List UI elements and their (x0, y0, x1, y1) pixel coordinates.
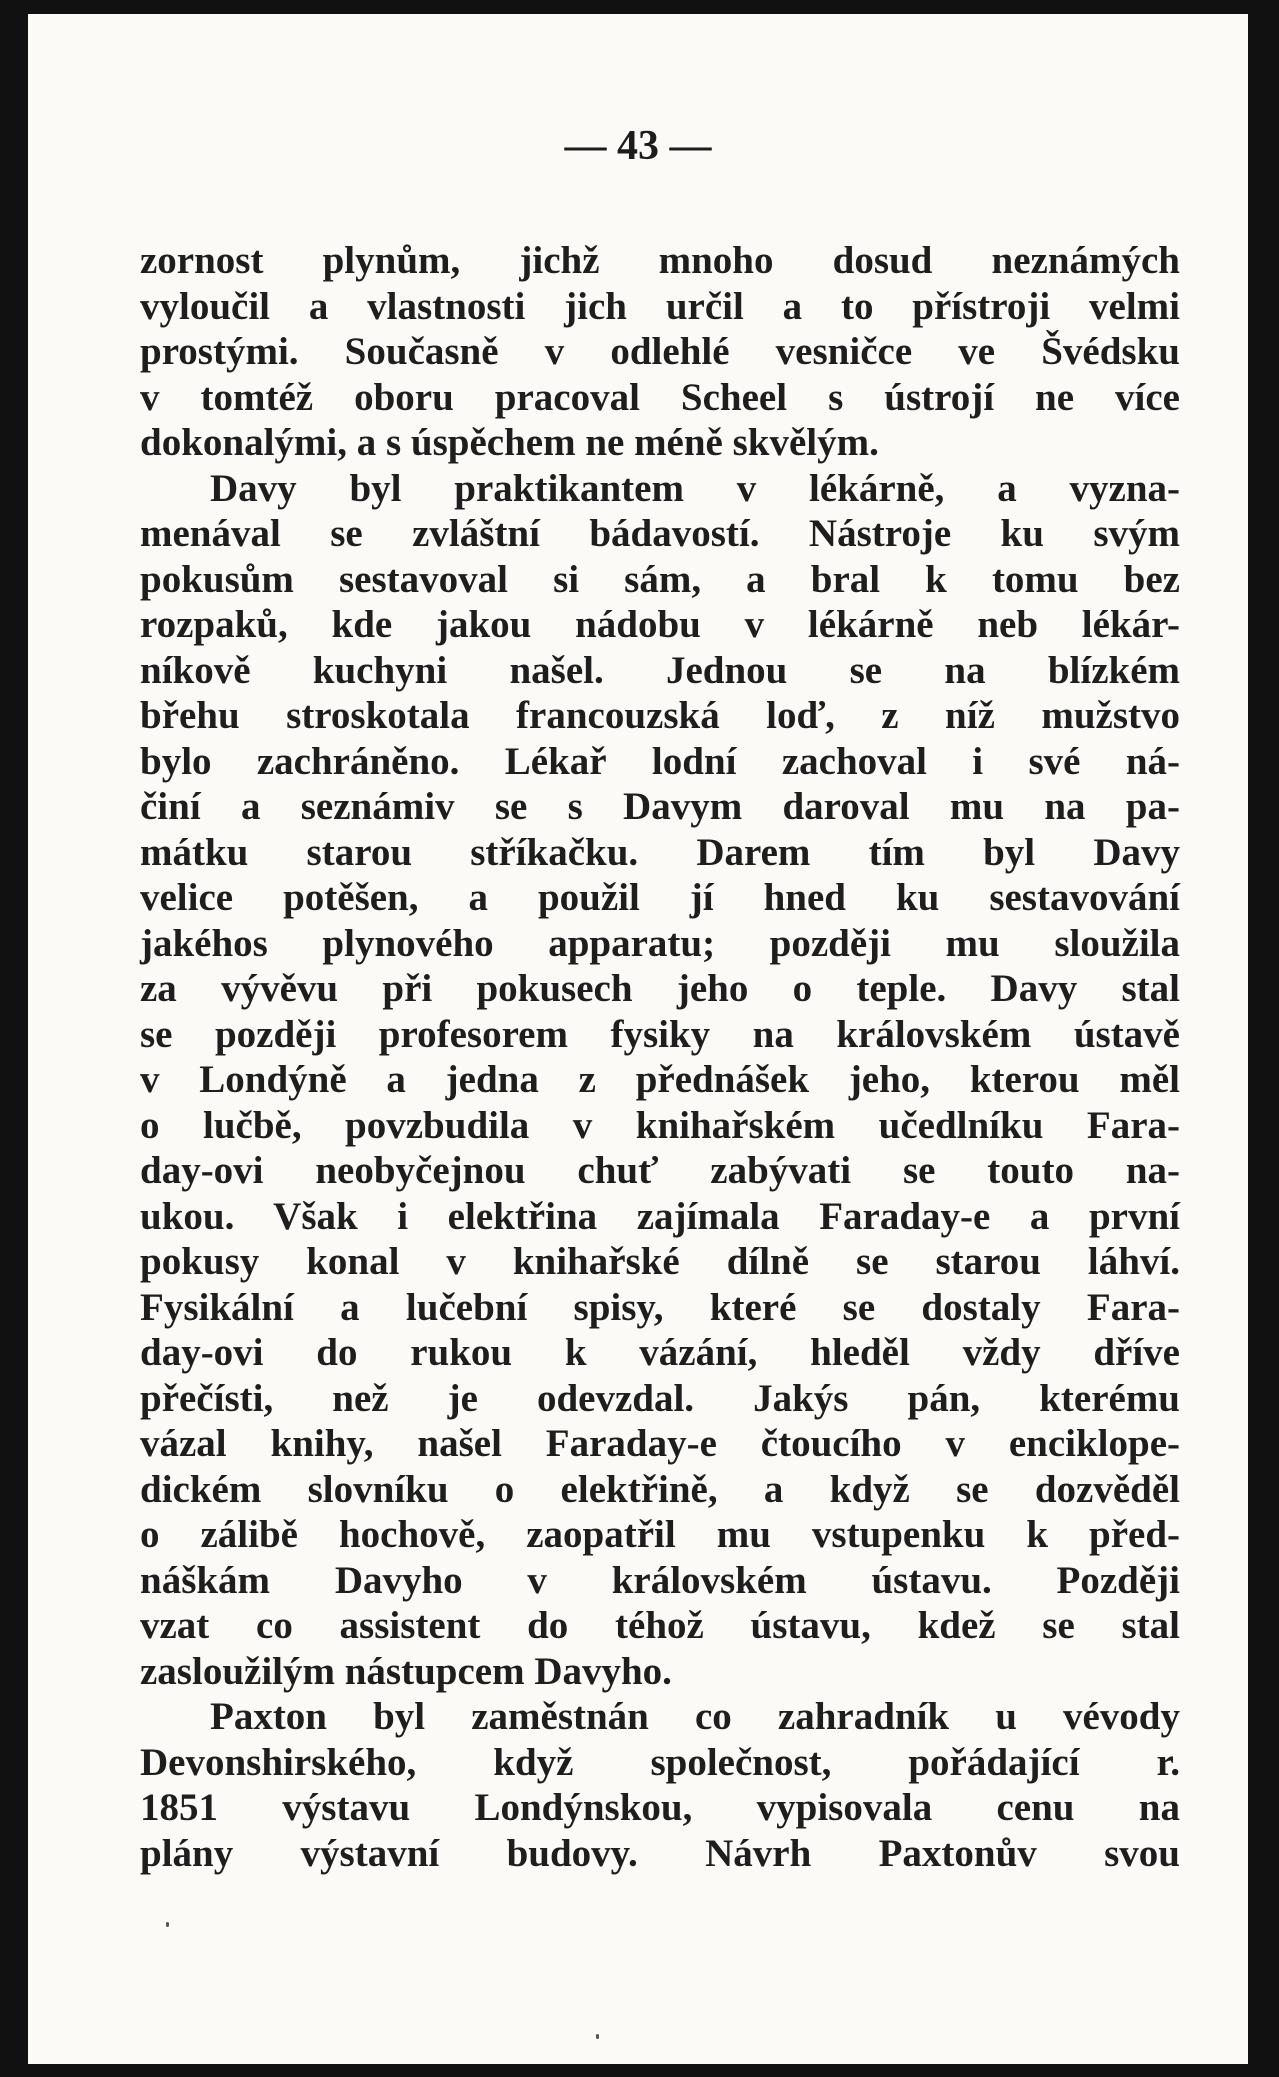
text-line: Fysikální a lučební spisy, které se dostaly Fara- (140, 1285, 1180, 1329)
text-line: Davy byl praktikantem v lékárně, a vyzna- (210, 466, 1180, 510)
text-line: o zálibě hochově, zaopatřil mu vstupenku k před- (140, 1513, 1180, 1556)
text-line: menával se zvláštní bádavostí. Nástroje ku svým (140, 512, 1180, 555)
text-line: dickém slovníku o elektřině, a když se dozvěděl (140, 1467, 1180, 1511)
text-line: 1851 výstavu Londýnskou, vypisovala cenu na (140, 1786, 1180, 1829)
text-line: jakéhos plynového apparatu; později mu sloužila (140, 921, 1180, 965)
text-line: činí a seznámiv se s Davym daroval mu na pa- (140, 785, 1180, 828)
text-line: pokusům sestavoval si sám, a bral k tomu bez (140, 557, 1180, 601)
text-line: přečísti, než je odevzdal. Jakýs pán, kterému (140, 1376, 1180, 1420)
text-line: v tomtéž oboru pracoval Scheel s ústrojí ne více (140, 375, 1180, 419)
book-page (28, 14, 1248, 2064)
text-line: Devonshirského, když společnost, pořádající r. (140, 1740, 1180, 1784)
text-line: dokonalými, a s úspěchem ne méně skvělým. (140, 421, 879, 464)
text-line: břehu stroskotala francouzská loď, z níž mužstvo (140, 694, 1180, 737)
text-line: zornost plynům, jichž mnoho dosud neznámých (140, 239, 1180, 282)
text-line: day-ovi do rukou k vázání, hleděl vždy dříve (140, 1331, 1180, 1374)
text-line: za vývěvu při pokusech jeho o teple. Davy stal (140, 967, 1180, 1010)
text-line: day-ovi neobyčejnou chuť zabývati se touto na- (140, 1149, 1180, 1192)
text-line: ukou. Však i elektřina zajímala Faraday-e a první (140, 1194, 1180, 1238)
print-speck (596, 2034, 599, 2039)
text-line: rozpaků, kde jakou nádobu v lékárně neb lékár- (140, 603, 1180, 646)
text-line: náškám Davyho v královském ústavu. Později (140, 1558, 1180, 1602)
text-line: níkově kuchyni našel. Jednou se na blízkém (140, 648, 1180, 692)
page-number: — 43 — (564, 123, 712, 169)
text-line: vzat co assistent do téhož ústavu, kdež se stal (140, 1604, 1180, 1647)
text-line: se později profesorem fysiky na královském ústavě (140, 1012, 1180, 1056)
print-speck (166, 1922, 169, 1927)
text-line: mátku starou stříkačku. Darem tím byl Davy (140, 830, 1180, 874)
text-line: bylo zachráněno. Lékař lodní zachoval i své ná- (140, 739, 1180, 783)
body-text (140, 238, 1180, 1876)
text-line: Paxton byl zaměstnán co zahradník u vévody (210, 1695, 1180, 1738)
text-line: o lučbě, povzbudila v knihařském učedlníku Fara- (140, 1103, 1180, 1147)
text-line: pokusy konal v knihařské dílně se starou láhví. (140, 1240, 1180, 1283)
text-line: vázal knihy, našel Faraday-e čtoucího v enciklope- (140, 1422, 1180, 1465)
text-line: zasloužilým nástupcem Davyho. (140, 1649, 672, 1693)
text-line: vyloučil a vlastnosti jich určil a to přístroji velmi (140, 284, 1180, 328)
text-line: plány výstavní budovy. Návrh Paxtonův svou (140, 1831, 1180, 1875)
text-line: prostými. Současně v odlehlé vesničce ve Švédsku (140, 330, 1180, 373)
text-line: velice potěšen, a použil jí hned ku sestavování (140, 876, 1180, 919)
text-line: v Londýně a jedna z přednášek jeho, kterou měl (140, 1058, 1180, 1101)
